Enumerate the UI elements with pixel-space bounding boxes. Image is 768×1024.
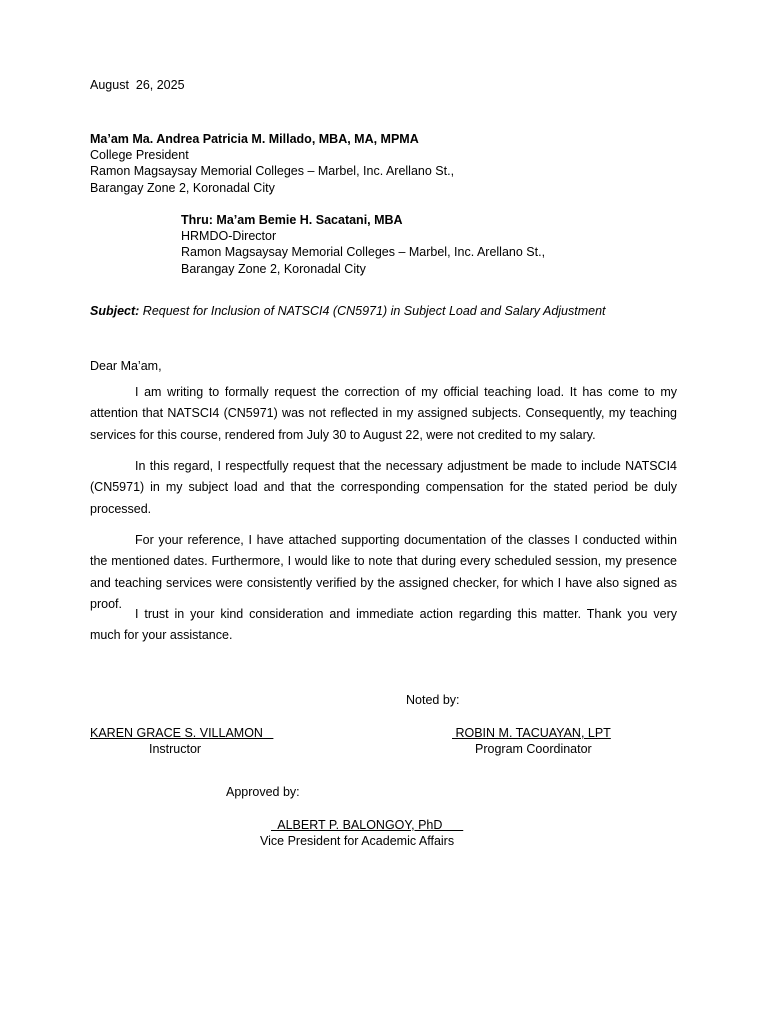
sender-name: KAREN GRACE S. VILLAMON xyxy=(90,726,274,740)
subject-label: Subject: xyxy=(90,304,140,318)
body-paragraph-2 xyxy=(90,456,677,520)
approved-by-label: Approved by: xyxy=(226,785,300,799)
recipient-position: College President xyxy=(90,148,189,162)
paragraph-text: In this regard, I respectfully request that the necessary adjustment be made to include NATSCI4 (CN5971) in my subject load and that the corresponding compensation for the stated period be duly processed. xyxy=(90,459,677,516)
body-paragraph-4 xyxy=(90,604,677,647)
paragraph-text: I am writing to formally request the correction of my official teaching load. It has come to my attention that NATSCI4 (CN5971) was not reflected in my assigned subjects. Consequently, my teaching services for this course, rendered from July 30 to August 22, were not credited to my salary. xyxy=(90,385,677,442)
vp-title: Vice President for Academic Affairs xyxy=(260,834,455,848)
recipient-address-line1: Ramon Magsaysay Memorial Colleges – Marbel, Inc. Arellano St., xyxy=(90,164,455,178)
subject-text: Request for Inclusion of NATSCI4 (CN5971) in Subject Load and Salary Adjustment xyxy=(139,304,606,318)
letter-date: August 26, 2025 xyxy=(90,78,185,92)
sender-title: Instructor xyxy=(149,742,202,756)
thru-position: HRMDO-Director xyxy=(181,229,277,243)
noted-by-label: Noted by: xyxy=(406,693,460,707)
paragraph-text: I trust in your kind consideration and immediate action regarding this matter. Thank you very much for your assistance. xyxy=(90,607,677,643)
paragraph-text: For your reference, I have attached supporting documentation of the classes I conducted within the mentioned dates. Furthermore, I would like to note that during every scheduled session, my presence and teaching services were consistently verified by the assigned checker, for which I have also signed as proof. xyxy=(90,533,677,611)
body-paragraph-1 xyxy=(90,382,677,446)
recipient-name: Ma’am Ma. Andrea Patricia M. Millado, MBA, MA, MPMA xyxy=(90,132,419,146)
vp-name: ALBERT P. BALONGOY, PhD xyxy=(271,818,464,832)
thru-name: Thru: Ma’am Bemie H. Sacatani, MBA xyxy=(181,213,403,227)
thru-address-line2: Barangay Zone 2, Koronadal City xyxy=(181,262,366,276)
salutation: Dear Ma’am, xyxy=(90,359,162,373)
thru-address-line1: Ramon Magsaysay Memorial Colleges – Marbel, Inc. Arellano St., xyxy=(181,245,546,259)
coordinator-title: Program Coordinator xyxy=(475,742,592,756)
body-paragraph-3 xyxy=(90,530,677,615)
recipient-address-line2: Barangay Zone 2, Koronadal City xyxy=(90,181,275,195)
subject-line xyxy=(90,303,606,319)
coordinator-name: ROBIN M. TACUAYAN, LPT xyxy=(452,726,611,740)
